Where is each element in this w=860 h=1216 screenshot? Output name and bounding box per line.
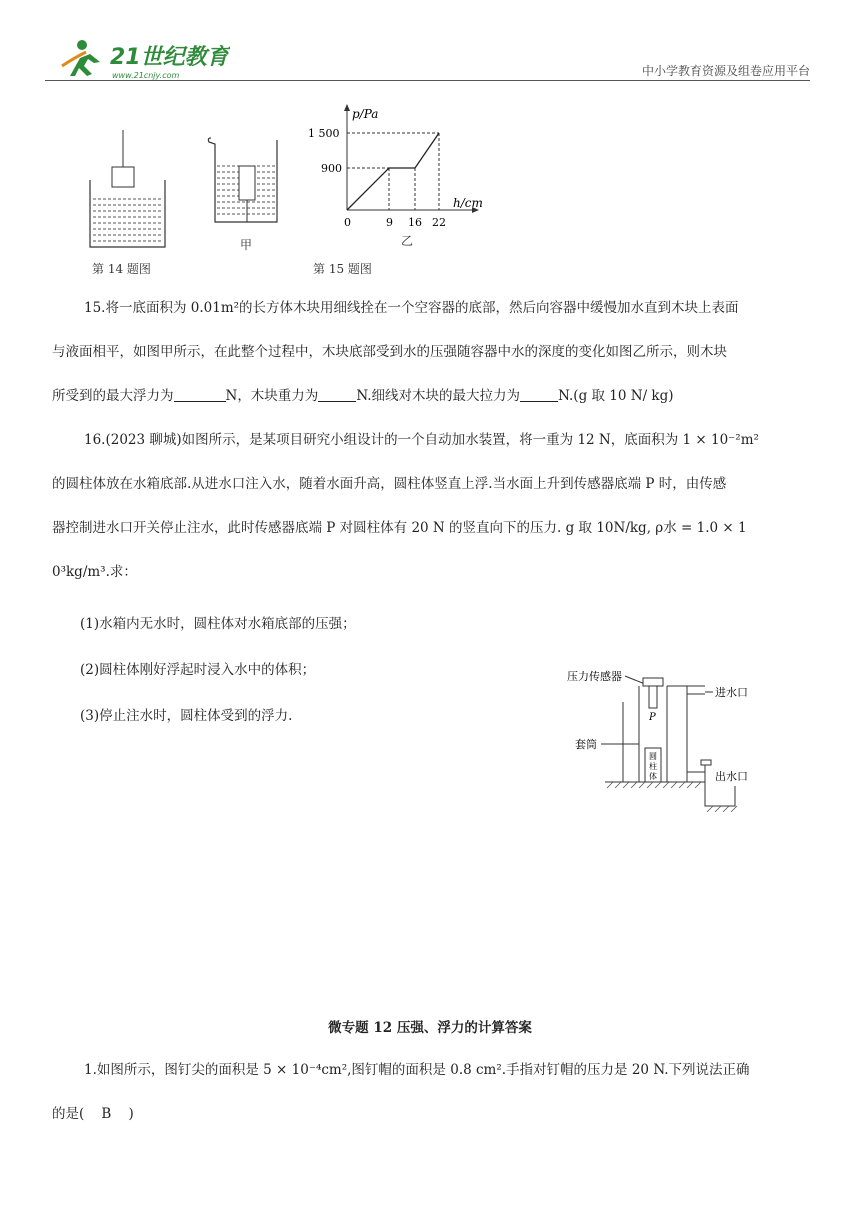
answer-section-title: 微专题 12 压强、浮力的计算答案	[328, 1020, 532, 1036]
graph-xlabel: h/cm	[453, 196, 483, 210]
q16-line3: 器控制进水口开关停止注水，此时传感器底端 P 对圆柱体有 20 N 的竖直向下的压力. g 取 10N/kg, ρ水 = 1.0 × 1	[52, 520, 747, 536]
fig16-sleeve-label: 套筒	[575, 738, 597, 751]
q16-line2: 的圆柱体放在水箱底部.从进水口注入水，随着水面升高，圆柱体竖直上浮.当水面上升到传感器底端 P 时，由传感	[52, 476, 727, 492]
q15-line2: 与液面相平，如图甲所示，在此整个过程中，木块底部受到水的压强随容器中水的深度的变化如图乙所示，则木块	[52, 344, 727, 360]
q15-line1: 15.将一底面积为 0.01m²的长方体木块用细线拴在一个空容器的底部，然后向容器中缓慢加水直到木块上表面	[84, 300, 739, 316]
header-platform-text: 中小学教育资源及组卷应用平台	[641, 64, 810, 78]
q15-blank-max-buoyancy[interactable]	[174, 387, 226, 402]
q15-blank-tension[interactable]	[520, 387, 558, 402]
figure-15-graph	[305, 102, 495, 230]
fig15-caption: 第 15 题图	[313, 262, 372, 276]
q15-line3	[52, 378, 812, 414]
fig16-outlet-label: 出水口	[715, 770, 748, 783]
graph-xtick-0: 0	[344, 216, 351, 229]
fig16-inlet-label: 进水口	[715, 686, 748, 699]
fig14-caption: 第 14 题图	[92, 262, 151, 276]
q15-line3-d: N.(g 取 10 N/ kg)	[558, 388, 674, 404]
q16-sub2: (2)圆柱体刚好浮起时浸入水中的体积；	[80, 662, 316, 678]
q16-sub1: (1)水箱内无水时，圆柱体对水箱底部的压强；	[80, 616, 356, 632]
answer-q1-line1: 1.如图所示，图钉尖的面积是 5 × 10⁻⁴cm²,图钉帽的面积是 0.8 cm².手指对钉帽的压力是 20 N.下列说法正确	[84, 1062, 750, 1078]
site-logo	[60, 36, 230, 82]
graph-xtick-9: 9	[386, 216, 393, 229]
graph-xtick-22: 22	[432, 216, 446, 229]
fig16-cylinder-label: 圆柱体	[649, 752, 657, 781]
q15-line3-a: 所受到的最大浮力为	[52, 388, 174, 404]
logo-text: 21世纪教育	[110, 45, 229, 70]
graph-xtick-16: 16	[408, 216, 422, 229]
fig16-p-label: P	[649, 712, 656, 723]
q16-line4: 0³kg/m³.求：	[52, 564, 137, 580]
header-divider	[45, 80, 810, 81]
q15-blank-weight[interactable]	[318, 387, 356, 402]
answer-q1-line2: 的是( B )	[52, 1106, 134, 1122]
fig15-yi-label: 乙	[401, 234, 414, 248]
q15-line3-b: N，木块重力为	[225, 388, 319, 404]
graph-ytick-900: 900	[321, 162, 342, 175]
graph-ytick-1500: 1 500	[308, 127, 340, 140]
figure-16	[565, 662, 815, 814]
logo-url: www.21cnjy.com	[112, 71, 180, 80]
q15-line3-c: N.细线对木块的最大拉力为	[356, 388, 521, 404]
fig15-jia-label: 甲	[240, 238, 253, 252]
figure-14	[85, 125, 175, 255]
figure-15-jia	[205, 130, 285, 230]
graph-ylabel: p/Pa	[352, 107, 379, 121]
q16-sub3: (3)停止注水时，圆柱体受到的浮力.	[80, 708, 293, 724]
q16-line1: 16.(2023 聊城)如图所示，是某项目研究小组设计的一个自动加水装置，将一重为 12 N，底面积为 1 × 10⁻²m²	[84, 432, 759, 448]
fig16-sensor-label: 压力传感器	[567, 670, 622, 683]
